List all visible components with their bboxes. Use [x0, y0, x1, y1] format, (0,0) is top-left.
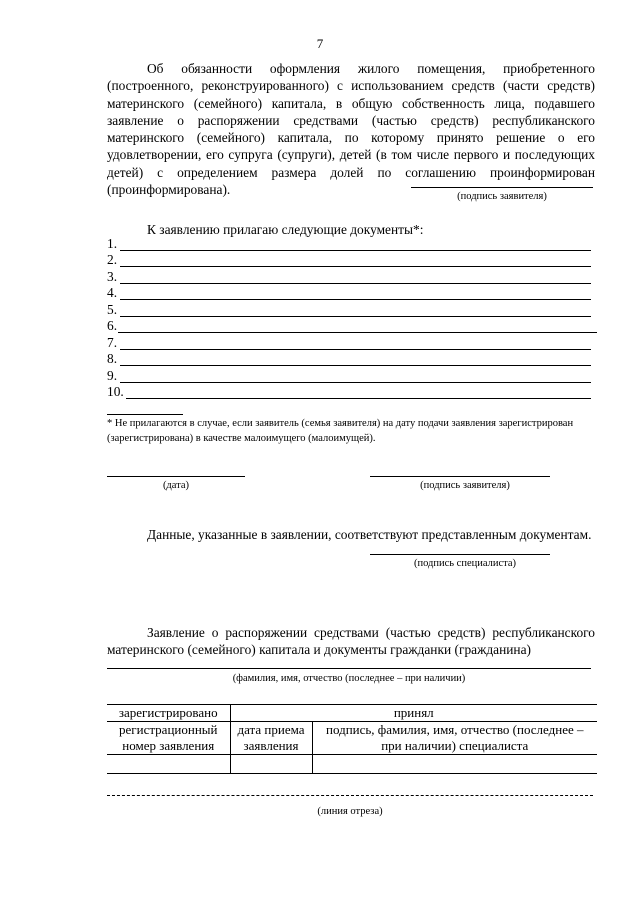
- date-received-cell: [230, 755, 312, 774]
- cut-line-caption: (линия отреза): [317, 806, 383, 817]
- signature-applicant-caption: (подпись заявителя): [457, 191, 547, 202]
- reg-number-cell: [107, 755, 230, 774]
- fio-line: [107, 668, 591, 669]
- specialist-signature-header: подпись, фамилия, имя, отчество (последнее – при наличии) специалиста: [312, 722, 597, 755]
- document-number: 8.: [107, 351, 118, 366]
- signature-line-applicant-2: [370, 476, 550, 477]
- document-line: [107, 335, 597, 352]
- document-blank: [120, 365, 591, 366]
- registration-table: [107, 704, 597, 774]
- document-number: 4.: [107, 285, 118, 300]
- document-number: 2.: [107, 252, 118, 267]
- receipt-text: Заявление о распоряжении средствами (частью средств) республиканского материнского (семейного) капитала и документы гражданки (гражданина): [107, 625, 595, 658]
- document-number: 10.: [107, 384, 124, 399]
- document-blank: [120, 266, 591, 267]
- signature-applicant-caption-2: (подпись заявителя): [420, 480, 510, 491]
- reg-number-header: регистрационный номер заявления: [107, 722, 230, 755]
- document-blank: [126, 398, 591, 399]
- specialist-signature-cell: [312, 755, 597, 774]
- fio-caption: (фамилия, имя, отчество (последнее – при наличии): [232, 673, 466, 684]
- signature-specialist-caption: (подпись специалиста): [413, 558, 517, 569]
- document-line: [107, 318, 597, 335]
- document-line: [107, 368, 597, 385]
- documents-intro: К заявлению прилагаю следующие документы*:: [147, 222, 424, 237]
- document-line: [107, 302, 597, 319]
- date-line: [107, 476, 245, 477]
- obligation-paragraph: Об обязанности оформления жилого помещения, приобретенного (построенного, реконструированного) с использованием средств (части средств) материнского (семейного) капитала, в общую собственность лица, подавшего заявление о распоряжении средствами (частью средств) республиканского материнского (семейного) капитала, по которому принято решение о его удовлетворении, его супруга (супруги), детей (в том числе первого и последующих детей) с определением размера долей по соглашению проинформирован (проинформирована).: [107, 61, 595, 198]
- document-blank: [120, 316, 591, 317]
- accepted-header: принял: [230, 705, 597, 722]
- document-line: [107, 351, 597, 368]
- document-number: 6.: [107, 318, 118, 333]
- page-number: 7: [316, 36, 324, 51]
- registered-header: зарегистрировано: [107, 705, 230, 722]
- document-number: 1.: [107, 236, 118, 251]
- document-blank: [120, 283, 591, 284]
- document-line: [107, 269, 597, 286]
- document-blank: [120, 382, 591, 383]
- document-number: 3.: [107, 269, 118, 284]
- footnote-separator: [107, 414, 183, 415]
- document-line: [107, 252, 597, 269]
- document-line: [107, 384, 597, 401]
- document-blank: [118, 332, 597, 333]
- footnote: * Не прилагаются в случае, если заявитель (семья заявителя) на дату подачи заявления зарегистрирован (зарегистрирована) в качестве малоимущего (малоимущей).: [107, 418, 574, 444]
- document-blank: [120, 299, 591, 300]
- signature-line-specialist: [370, 554, 550, 555]
- document-blank: [120, 349, 591, 350]
- cut-line: [107, 795, 593, 796]
- data-confirmation: Данные, указанные в заявлении, соответствуют представленным документам.: [147, 527, 592, 542]
- signature-line-applicant: [411, 187, 593, 188]
- document-number: 7.: [107, 335, 118, 350]
- document-blank: [120, 250, 591, 251]
- document-number: 5.: [107, 302, 118, 317]
- document-line: [107, 285, 597, 302]
- document-number: 9.: [107, 368, 118, 383]
- date-caption: (дата): [162, 480, 190, 491]
- document-line: [107, 236, 597, 253]
- date-received-header: дата приема заявления: [230, 722, 312, 755]
